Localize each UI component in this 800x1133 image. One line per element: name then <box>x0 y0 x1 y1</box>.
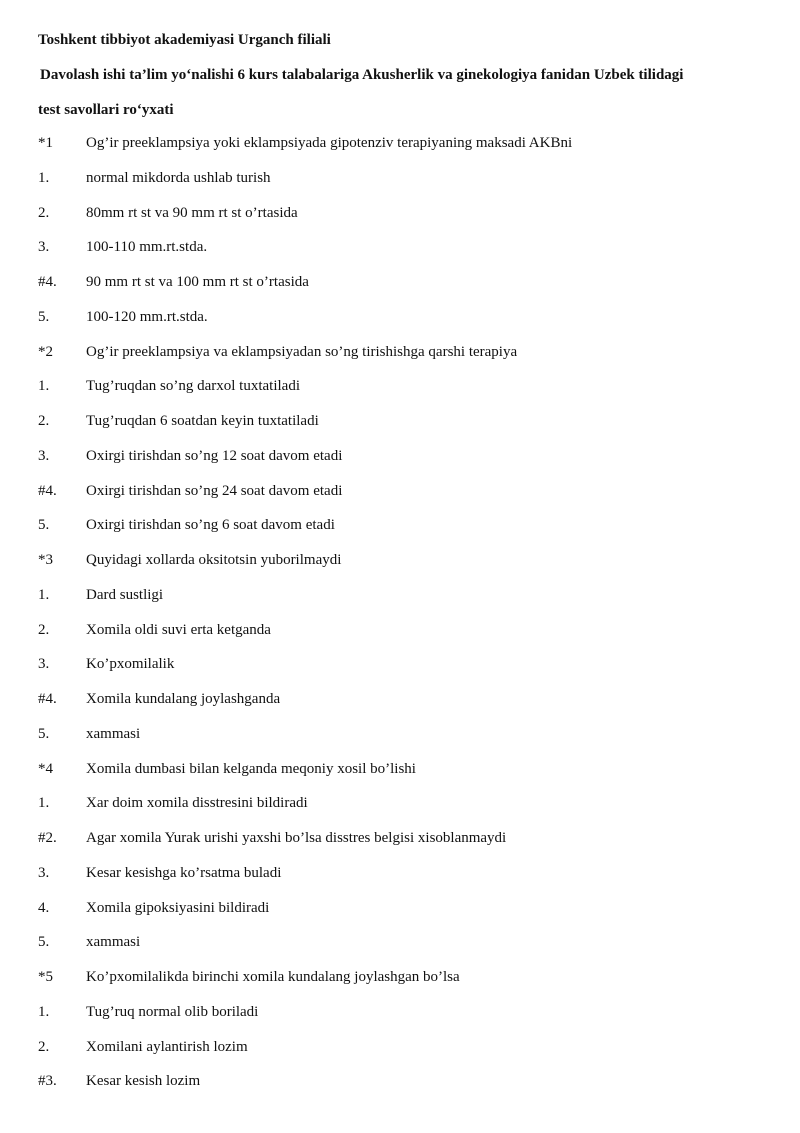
option-number: #2. <box>38 830 57 846</box>
option-number: #4. <box>38 482 57 499</box>
answer-option <box>0 621 800 656</box>
option-number: 2. <box>38 413 50 429</box>
option-number: 1. <box>38 378 50 395</box>
answer-option <box>0 1072 800 1107</box>
answer-option <box>0 204 800 239</box>
option-number: 2. <box>38 621 50 638</box>
option-text: Xomila kundalang joylashganda <box>86 691 281 707</box>
answer-option <box>0 725 800 760</box>
question-number: *1 <box>38 135 53 151</box>
option-text: Dard sustligi <box>86 586 164 603</box>
question-text: Xomila dumbasi bilan kelganda meqoniy xosil bo’lishi <box>86 760 416 777</box>
option-text: Oxirgi tirishdan so’ng 6 soat davom etadi <box>86 517 335 534</box>
option-text: Xar doim xomila disstresini bildiradi <box>86 795 308 812</box>
question-text: Ko’pxomilalikda birinchi xomila kundalang joylashgan bo’lsa <box>86 969 460 985</box>
answer-option <box>0 308 800 343</box>
option-text: Tug’ruq normal olib boriladi <box>86 1003 259 1020</box>
option-number: #4. <box>38 691 57 707</box>
option-text: 100-120 mm.rt.stda. <box>86 308 208 325</box>
question-text: Quyidagi xollarda oksitotsin yuborilmaydi <box>86 552 342 568</box>
answer-option <box>0 482 800 517</box>
option-number: 1. <box>38 586 50 603</box>
option-text: normal mikdorda ushlab turish <box>86 169 271 186</box>
question-number: *5 <box>38 969 53 985</box>
option-number: #3. <box>38 1073 57 1090</box>
option-number: 1. <box>38 795 50 812</box>
question-text: Og’ir preeklampsiya va eklampsiyadan so’ng tirishishga qarshi terapiya <box>86 343 518 360</box>
option-number: 2. <box>38 204 50 221</box>
option-text: Ko’pxomilalik <box>86 656 175 673</box>
question-number: *4 <box>38 760 53 777</box>
option-text: Agar xomila Yurak urishi yaxshi bo’lsa disstres belgisi xisoblanmaydi <box>86 830 507 846</box>
option-text: 100-110 mm.rt.stda. <box>86 239 208 256</box>
option-number: 1. <box>38 1003 50 1020</box>
option-text: Oxirgi tirishdan so’ng 12 soat davom etadi <box>86 447 343 464</box>
option-number: 4. <box>38 899 50 916</box>
answer-option <box>0 412 800 447</box>
question-item <box>0 551 800 586</box>
option-number: 2. <box>38 1038 50 1055</box>
option-number: 1. <box>38 169 50 186</box>
answer-option <box>0 1003 800 1038</box>
option-text: Tug’ruqdan 6 soatdan keyin tuxtatiladi <box>86 413 319 429</box>
option-number: 5. <box>38 934 50 951</box>
option-number: 3. <box>38 239 50 256</box>
answer-option <box>0 690 800 725</box>
option-number: 5. <box>38 517 50 534</box>
question-list <box>0 134 800 1107</box>
list-title: test savollari ro‘yxati <box>38 102 174 118</box>
question-item <box>0 343 800 378</box>
institution-title: Toshkent tibbiyot akademiyasi Urganch filiali <box>38 32 331 48</box>
option-text: Tug’ruqdan so’ng darxol tuxtatiladi <box>86 378 301 395</box>
question-text: Og’ir preeklampsiya yoki eklampsiyada gipotenziv terapiyaning maksadi AKBni <box>86 135 573 151</box>
option-text: 80mm rt st va 90 mm rt st o’rtasida <box>86 204 298 221</box>
answer-option <box>0 794 800 829</box>
answer-option <box>0 447 800 482</box>
option-text: Xomila oldi suvi erta ketganda <box>86 621 271 638</box>
option-text: xammasi <box>86 725 141 742</box>
option-text: Kesar kesish lozim <box>86 1073 201 1090</box>
question-item <box>0 760 800 795</box>
option-text: xammasi <box>86 934 141 951</box>
question-item <box>0 134 800 169</box>
option-text: Oxirgi tirishdan so’ng 24 soat davom etadi <box>86 482 343 499</box>
answer-option <box>0 829 800 864</box>
option-text: Xomila gipoksiyasini bildiradi <box>86 899 270 916</box>
answer-option <box>0 273 800 308</box>
answer-option <box>0 864 800 899</box>
question-number: *2 <box>38 343 53 360</box>
option-text: Kesar kesishga ko’rsatma buladi <box>86 864 282 881</box>
question-number: *3 <box>38 552 53 568</box>
option-number: 5. <box>38 308 50 325</box>
answer-option <box>0 933 800 968</box>
answer-option <box>0 238 800 273</box>
answer-option <box>0 586 800 621</box>
answer-option <box>0 516 800 551</box>
option-number: 3. <box>38 864 50 881</box>
option-number: 5. <box>38 725 50 742</box>
option-text: 90 mm rt st va 100 mm rt st o’rtasida <box>86 274 309 290</box>
answer-option <box>0 377 800 412</box>
answer-option <box>0 899 800 934</box>
option-number: #4. <box>38 274 57 290</box>
question-item <box>0 968 800 1003</box>
course-subtitle: Davolash ishi ta’lim yo‘nalishi 6 kurs talabalariga Akusherlik va ginekologiya fanidan Uzbek tilidagi <box>40 67 684 83</box>
option-text: Xomilani aylantirish lozim <box>86 1038 248 1055</box>
answer-option <box>0 655 800 690</box>
answer-option <box>0 169 800 204</box>
option-number: 3. <box>38 656 50 673</box>
answer-option <box>0 1038 800 1073</box>
option-number: 3. <box>38 447 50 464</box>
